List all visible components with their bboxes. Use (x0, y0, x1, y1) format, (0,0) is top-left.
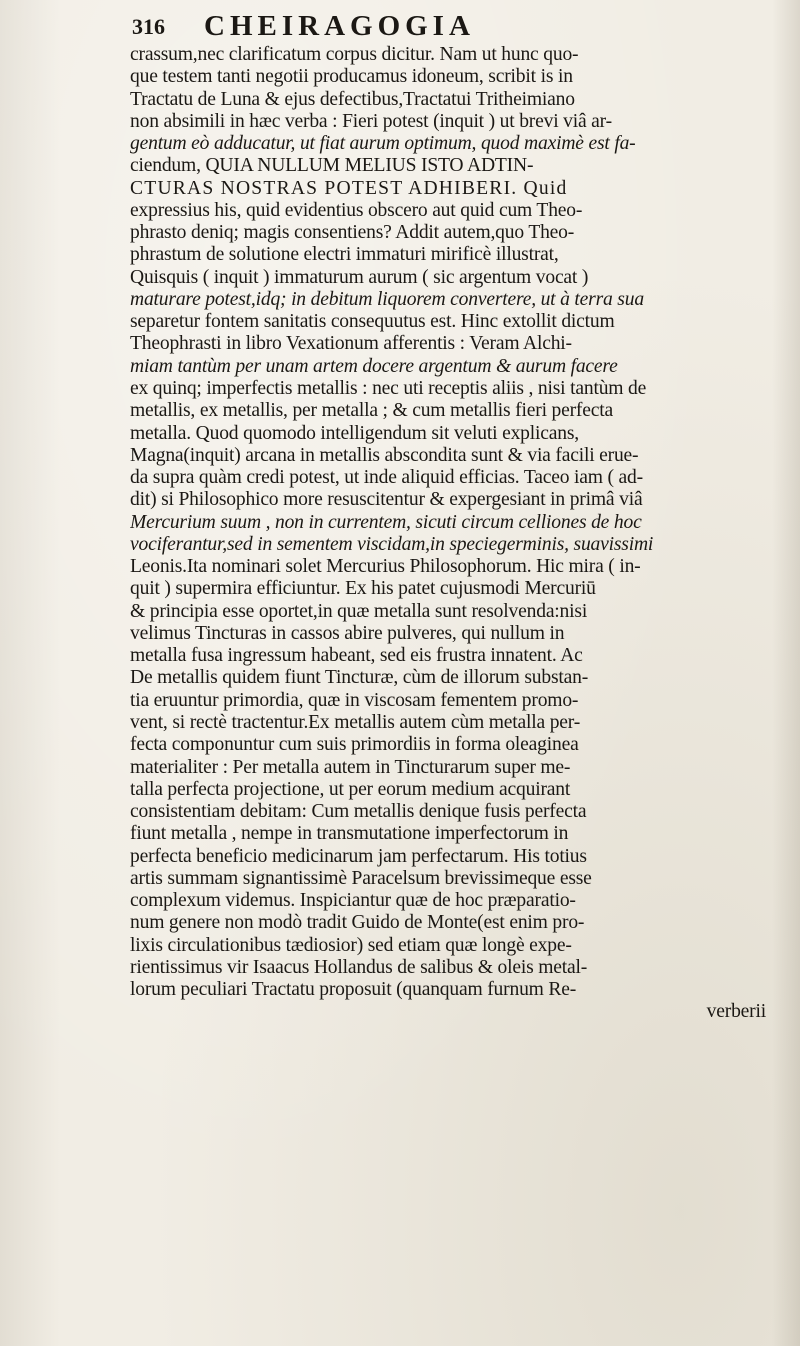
text-line: Tractatu de Luna & ejus defectibus,Tractatui Tritheimiano (130, 88, 575, 110)
text-line: gentum eò adducatur, ut fiat aurum optimum, quod maximè est fa- (130, 133, 636, 155)
text-line: fiunt metalla , nempe in transmutatione imperfectorum in (130, 823, 569, 845)
text-line: expressius his, quid evidentius obscero aut quid cum Theo- (130, 199, 583, 221)
text-line: materialiter : Per metalla autem in Tincturarum super me- (130, 756, 571, 778)
text-line: complexum videmus. Inspiciantur quæ de hoc præparatio- (130, 890, 576, 912)
text-line: Quisquis ( inquit ) immaturum aurum ( sic argentum vocat ) (130, 266, 589, 288)
text-line: que testem tanti negotii producamus idoneum, scribit is in (130, 66, 573, 88)
text-line: non absimili in hæc verba : Fieri potest (inquit ) ut brevi viâ ar- (130, 110, 612, 132)
text-line: CTURAS NOSTRAS POTEST ADHIBERI. Quid (130, 177, 568, 199)
text-line: Mercurium suum , non in currentem, sicuti circum celliones de hoc (130, 511, 642, 533)
text-line: Magna(inquit) arcana in metallis abscondita sunt & via facili erue- (130, 444, 639, 466)
text-line: fecta componuntur cum suis primordiis in forma oleaginea (130, 734, 579, 756)
page-edge-shadow (772, 0, 800, 1346)
text-line: consistentiam debitam: Cum metallis denique fusis perfecta (130, 801, 587, 823)
text-line: crassum,nec clarificatum corpus dicitur. Nam ut hunc quo- (130, 44, 579, 65)
text-line: maturare potest,idq; in debitum liquorem convertere, ut à terra sua (130, 288, 644, 310)
text-line: verberii (706, 1001, 766, 1023)
page-header (132, 10, 772, 42)
page-number: 316 (132, 14, 165, 39)
text-line: ex quinq; imperfectis metallis : nec uti receptis aliis , nisi tantùm de (130, 377, 647, 399)
text-line: Leonis.Ita nominari solet Mercurius Philosophorum. Hic mira ( in- (130, 556, 641, 578)
text-line: vent, si rectè tractentur.Ex metallis autem cùm metalla per- (130, 711, 581, 733)
text-line: separetur fontem sanitatis consequutus est. Hinc extollit dictum (130, 311, 615, 333)
text-line: tia eruuntur primordia, quæ in viscosam fementem promo- (130, 689, 579, 711)
text-line: quit ) supermira efficiuntur. Ex his patet cujusmodi Mercuriū (130, 578, 596, 600)
text-line: talla perfecta projectione, ut per eorum medium acquirant (130, 778, 571, 800)
text-line: vociferantur,sed in sementem viscidam,in speciegerminis, suavissimi (130, 533, 654, 555)
text-line: num genere non modò tradit Guido de Monte(est enim pro- (130, 912, 585, 934)
text-line: perfecta beneficio medicinarum jam perfectarum. His totius (130, 845, 587, 867)
text-line: ciendum, QUIA NULLUM MELIUS ISTO ADTIN- (130, 155, 534, 177)
text-line: phrasto deniq; magis consentiens? Addit autem,quo Theo- (130, 222, 575, 244)
text-line: lixis circulationibus tædiosior) sed etiam quæ longè expe- (130, 934, 572, 956)
text-line: metalla fusa ingressum habeant, sed eis frustra innatent. Ac (130, 645, 583, 667)
text-line: dit) si Philosophico more resuscitentur & expergesiant in primâ viâ (130, 489, 643, 511)
text-line: De metallis quidem fiunt Tincturæ, cùm de illorum substan- (130, 667, 589, 689)
text-line: lorum peculiari Tractatu proposuit (quanquam furnum Re- (130, 979, 577, 1001)
text-line: velimus Tincturas in cassos abire pulveres, qui nullum in (130, 622, 565, 644)
text-line: miam tantùm per unam artem docere argentum & aurum facere (130, 355, 618, 377)
text-line: da supra quàm credi potest, ut inde aliquid efficias. Taceo iam ( ad- (130, 467, 643, 489)
text-line: metallis, ex metallis, per metalla ; & cum metallis fieri perfecta (130, 400, 613, 422)
running-title: CHEIRAGOGIA (204, 10, 475, 42)
body-text (130, 44, 774, 1024)
text-line: Theophrasti in libro Vexationum afferentis : Veram Alchi- (130, 333, 572, 355)
text-line: & principia esse oportet,in quæ metalla sunt resolvenda:nisi (130, 600, 588, 622)
text-line: phrastum de solutione electri immaturi mirificè illustrat, (130, 244, 559, 266)
text-line: rientissimus vir Isaacus Hollandus de salibus & oleis metal- (130, 956, 588, 978)
text-line: artis summam signantissimè Paracelsum brevissimeque esse (130, 867, 592, 889)
text-line: metalla. Quod quomodo intelligendum sit veluti explicans, (130, 422, 579, 444)
